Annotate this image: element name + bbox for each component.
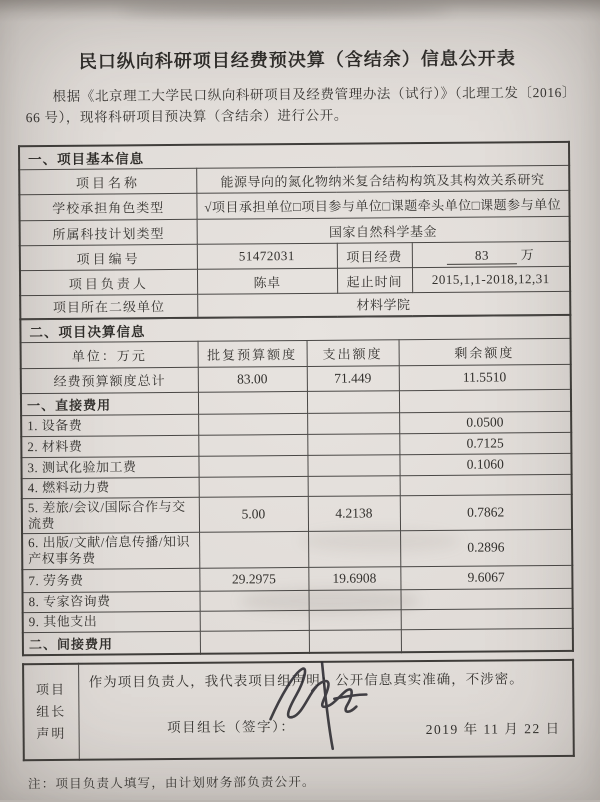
row-spent: [309, 629, 401, 652]
row-approved: 5.00: [199, 496, 308, 532]
row-approved: [198, 413, 307, 435]
row-spent: [307, 454, 399, 476]
row-spent: 71.449: [307, 365, 399, 391]
table-row: [23, 659, 574, 759]
funding-value: [412, 241, 570, 267]
row-label: 7. 劳务费: [22, 568, 199, 592]
row-label: 8. 专家咨询费: [23, 591, 200, 612]
project-name-label: 项目名称: [19, 168, 196, 194]
row-label: 经费预算额度总计: [21, 367, 198, 393]
budget-row-indirect-costs: [23, 628, 573, 655]
row-spent: [307, 390, 399, 413]
row-spent: [308, 475, 400, 496]
row-remaining: 9.6067: [400, 565, 572, 589]
row-spent: [307, 412, 399, 434]
declaration-date: 2019 年 11 月 22 日: [425, 720, 561, 737]
row-approved: [199, 476, 308, 497]
project-no-label: 项目编号: [20, 244, 197, 270]
row-approved: 83.00: [198, 366, 307, 392]
row-remaining: [401, 628, 573, 652]
row-label: 9. 其他支出: [23, 611, 200, 632]
funding-label: 项目经费: [337, 243, 412, 269]
row-remaining: [399, 389, 571, 412]
role-type-label: 学校承担角色类型: [19, 193, 196, 220]
row-label: 4. 燃料动力费: [22, 477, 199, 498]
basic-info-table: [18, 141, 571, 320]
footer-note: 注：项目负责人填写，由计划财务部负责公开。: [27, 774, 316, 791]
row-approved: [198, 391, 307, 414]
section1-header: 一、项目基本信息: [19, 142, 569, 170]
declaration-statement: 作为项目负责人，我代表项目组声明：公开信息真实准确，不涉密。: [88, 670, 524, 690]
budget-row-publication-ip: [22, 529, 572, 569]
declaration-content: [78, 659, 574, 759]
row-approved: [198, 455, 307, 477]
budget-row-travel-conference: [22, 494, 572, 533]
row-remaining: [401, 608, 573, 629]
row-label: 1. 设备费: [21, 414, 198, 436]
side-label-line: 项目: [35, 681, 67, 697]
budget-table: [19, 314, 574, 655]
funding-unit: 万: [520, 247, 535, 263]
intro-paragraph: 根据《北京理工大学民口纵向科研项目及经费管理办法（试行）》（北理工发〔2016〕66 号），现将科研项目预决算（含结余）进行公开。: [25, 84, 570, 125]
row-label: 5. 差旅/会议/国际合作与交流费: [22, 497, 199, 533]
column-header-approved: 批复预算额度: [198, 340, 307, 367]
signature-row: [89, 712, 565, 736]
row-approved: [200, 630, 309, 653]
plan-type-label: 所属科技计划类型: [20, 219, 197, 245]
column-header-remaining: 剩余额度: [399, 338, 571, 365]
row-label: 一、直接费用: [21, 392, 198, 415]
row-remaining: [400, 588, 572, 609]
leader-value: 陈卓: [197, 268, 337, 294]
sign-here-label: 项目组长（签字）：: [167, 718, 296, 735]
leader-label: 项目负责人: [20, 269, 197, 295]
row-spent: [307, 433, 399, 455]
row-spent: 19.6908: [308, 566, 400, 590]
row-spent: [308, 589, 400, 610]
department-label: 项目所在二级单位: [20, 294, 197, 318]
row-remaining: 11.5510: [399, 364, 571, 390]
project-name-value: 能源导向的氮化物纳米复合结构构筑及其构效关系研究: [196, 165, 569, 193]
row-spent: [308, 530, 400, 567]
declaration-section: [2, 658, 600, 761]
column-header-spent: 支出额度: [307, 339, 399, 366]
row-remaining: 0.2896: [400, 529, 572, 566]
row-approved: 29.2975: [199, 567, 308, 591]
declaration-side-label: [23, 663, 79, 759]
plan-type-value: 国家自然科学基金: [197, 216, 570, 244]
duration-value: 2015,1,1-2018,12,31: [412, 266, 570, 292]
row-remaining: 0.1060: [399, 453, 571, 475]
duration-label: 起止时间: [337, 268, 412, 294]
side-label-line: 组长: [36, 703, 67, 719]
row-approved: [200, 610, 309, 631]
column-header-unit: 单位：万元: [21, 341, 198, 368]
row-label: 6. 出版/文献/信息传播/知识产权事务费: [22, 532, 199, 569]
row-approved: [198, 434, 307, 456]
declaration-table: [22, 658, 575, 760]
row-spent: 4.2138: [308, 495, 400, 531]
row-approved: [199, 531, 308, 568]
section2-header: 二、项目决算信息: [20, 315, 570, 342]
row-remaining: 0.0500: [399, 411, 571, 433]
funding-amount: 83: [447, 247, 517, 265]
row-approved: [199, 590, 308, 611]
row-remaining: [400, 474, 572, 495]
row-spent: [309, 609, 401, 630]
row-remaining: 0.7862: [400, 494, 572, 530]
row-remaining: 0.7125: [399, 432, 571, 454]
document-title: 民口纵向科研项目经费预决算（含结余）信息公开表: [78, 48, 516, 72]
row-label: 二、间接费用: [23, 631, 200, 655]
department-value: 材料学院: [197, 291, 570, 317]
role-type-checkboxes: √项目承担单位□项目参与单位□课题牵头单位□课题参与单位: [196, 190, 569, 219]
row-label: 3. 测试化验加工费: [21, 456, 198, 478]
row-label: 2. 材料费: [21, 435, 198, 457]
project-no-value: 51472031: [197, 243, 337, 269]
side-label-line: 声明: [36, 725, 67, 741]
